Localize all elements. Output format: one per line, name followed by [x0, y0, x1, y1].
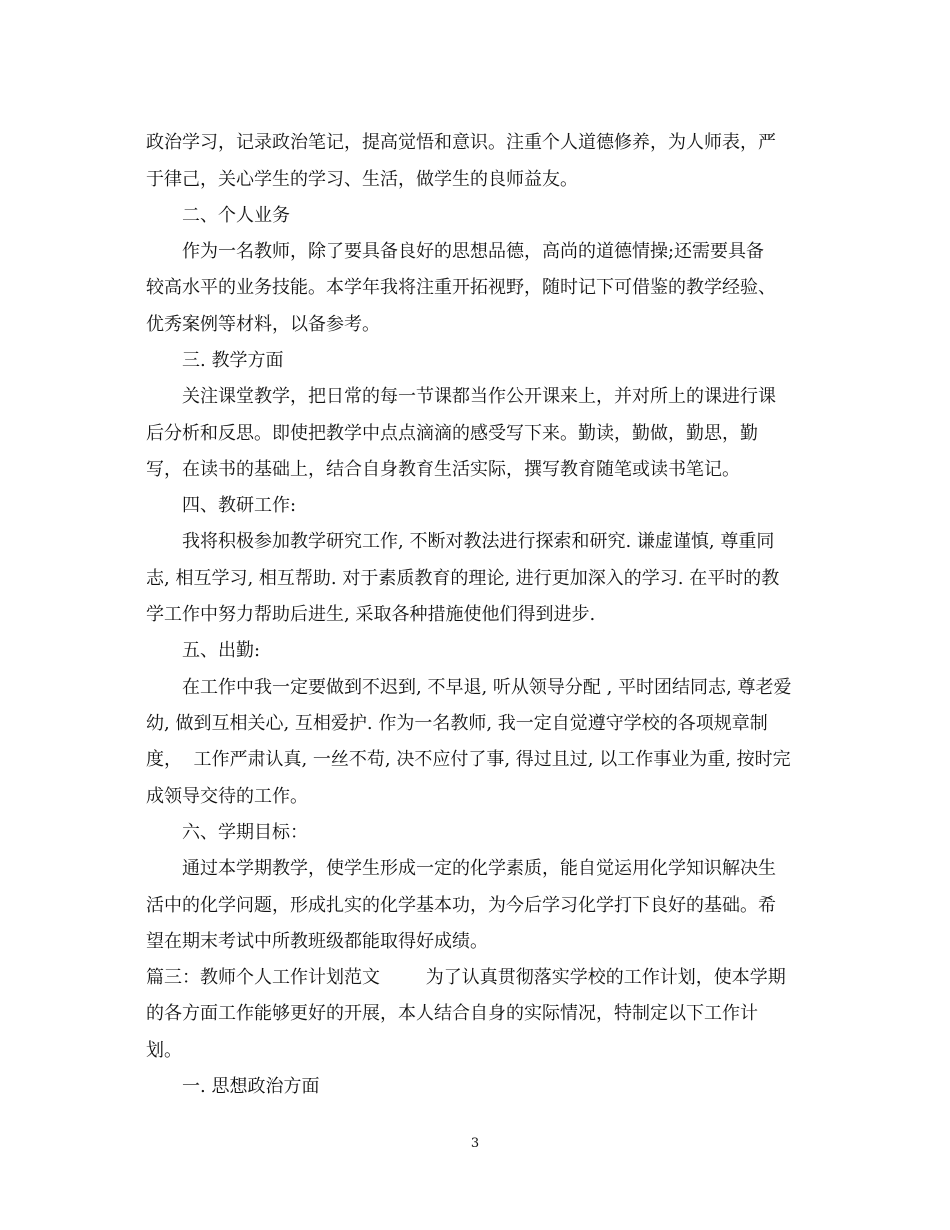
body-text-line: 度， 工作严肃认真, 一丝不苟, 决不应付了事, 得过且过, 以工作事业为重, 按时完 — [146, 749, 791, 770]
body-text-line: 关注课堂教学，把日常的每一节课都当作公开课来上，并对所上的课进行课 — [182, 386, 776, 407]
body-text-line: 于律己，关心学生的学习、生活，做学生的良师益友。 — [146, 169, 578, 190]
body-text-line: 望在期末考试中所教班级都能取得好成绩。 — [146, 931, 488, 952]
page-number: 3 — [470, 1136, 480, 1151]
section-heading: 四、教研工作: — [182, 495, 297, 516]
body-text-line: 作为一名教师，除了要具备良好的思想品德，高尚的道德情操;还需要具备 — [182, 241, 765, 262]
body-text-line: 幼, 做到互相关心, 互相爱护. 作为一名教师, 我一定自觉遵守学校的各项规章制 — [146, 713, 768, 734]
body-text-line: 较高水平的业务技能。本学年我将注重开拓视野，随时记下可借鉴的教学经验、 — [146, 277, 776, 298]
body-text-line: 后分析和反思。即使把教学中点点滴滴的感受写下来。勤读，勤做，勤思，勤 — [146, 423, 758, 444]
body-text-line: 优秀案例等材料，以备参考。 — [146, 314, 380, 335]
body-text-line: 篇三：教师个人工作计划范文 为了认真贯彻落实学校的工作计划，使本学期 — [146, 967, 786, 988]
body-text-line: 政治学习，记录政治笔记，提高觉悟和意识。注重个人道德修养，为人师表，严 — [146, 132, 776, 153]
section-heading: 六、学期目标： — [182, 822, 308, 843]
body-text-line: 学工作中努力帮助后进生, 采取各种措施使他们得到进步. — [146, 604, 596, 625]
section-heading: 二、个人业务 — [182, 205, 290, 226]
body-text-line: 在工作中我一定要做到不迟到, 不早退, 听从领导分配 , 平时团结同志, 尊老爱 — [182, 677, 792, 698]
body-text-line: 的各方面工作能够更好的开展，本人结合自身的实际情况，特制定以下工作计 — [146, 1003, 758, 1024]
section-heading: 三. 教学方面 — [182, 350, 284, 371]
body-text-line: 写，在读书的基础上，结合自身教育生活实际，撰写教育随笔或读书笔记。 — [146, 459, 740, 480]
body-text-line: 活中的化学问题，形成扎实的化学基本功，为今后学习化学打下良好的基础。希 — [146, 895, 776, 916]
body-text-line: 成领导交待的工作。 — [146, 786, 308, 807]
section-heading: 一. 思想政治方面 — [182, 1076, 320, 1097]
section-heading: 五、出勤: — [182, 640, 261, 661]
body-text-line: 我将积极参加教学研究工作, 不断对教法进行探索和研究. 谦虚谨慎, 尊重同 — [182, 531, 775, 552]
body-text-line: 划。 — [146, 1040, 182, 1061]
body-text-line: 志, 相互学习, 相互帮助. 对于素质教育的理论, 进行更加深入的学习. 在平时的教 — [146, 568, 780, 589]
body-text-line: 通过本学期教学，使学生形成一定的化学素质，能自觉运用化学知识解决生 — [182, 858, 776, 879]
